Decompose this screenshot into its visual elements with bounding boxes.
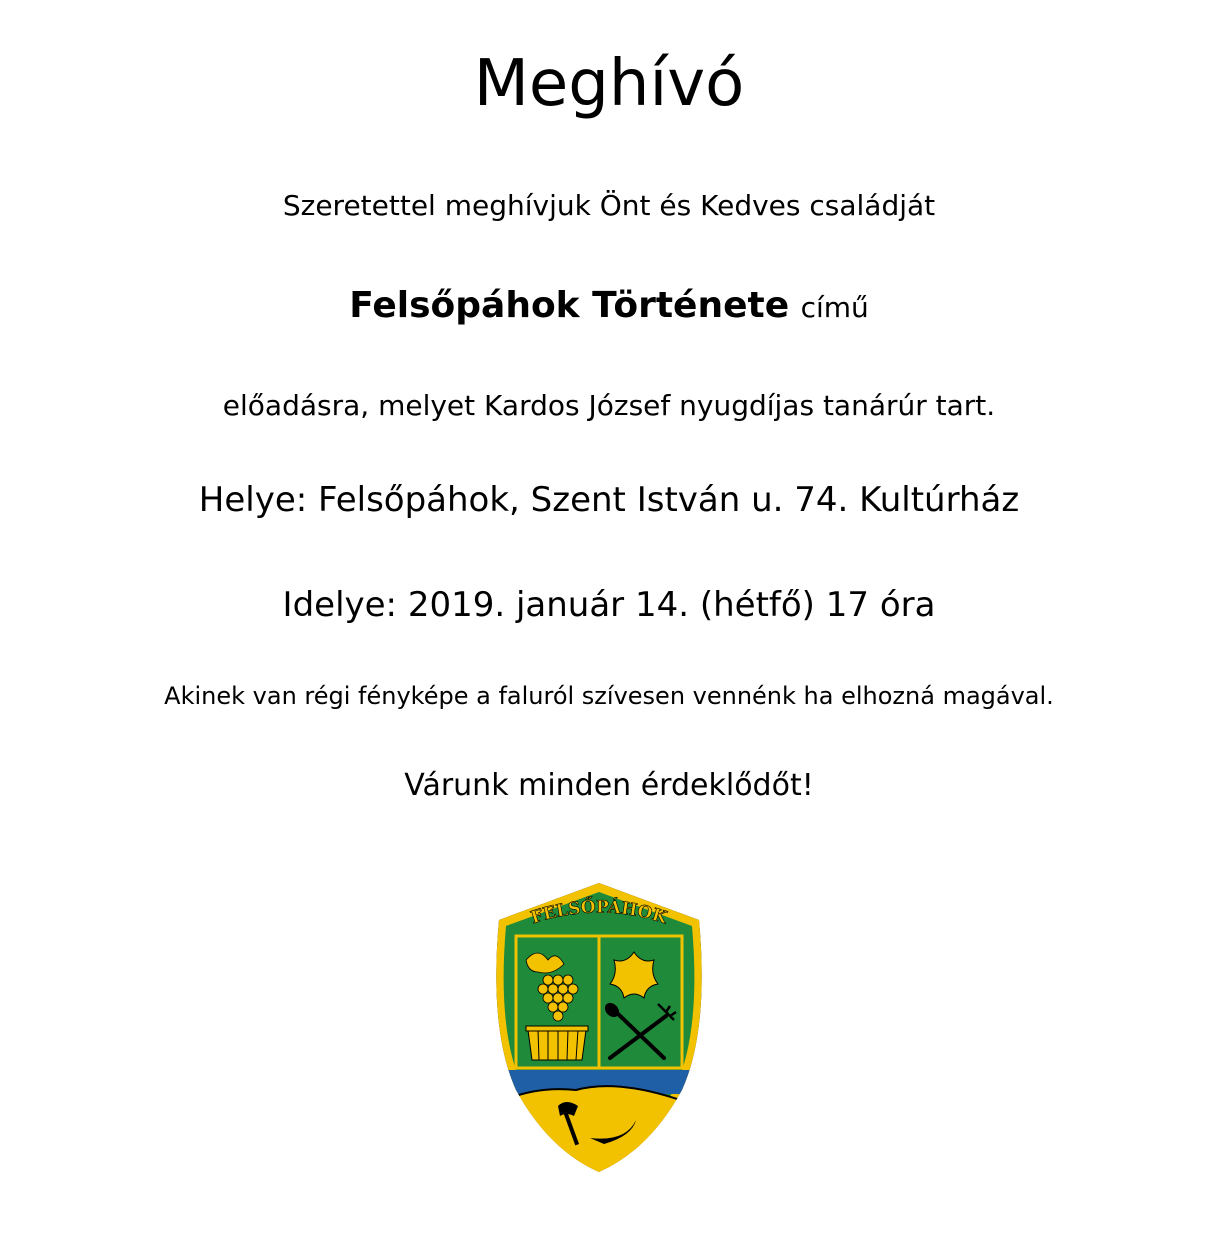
invitation-title: Meghívó — [473, 47, 745, 121]
lecture-title: Felsőpáhok Története — [349, 285, 790, 326]
photos-request-text: Akinek van régi fényképe a faluról szívesen vennénk ha elhozná magával. — [164, 682, 1054, 710]
speaker-text: előadásra, melyet Kardos József nyugdíjas tanárúr tart. — [222, 389, 996, 422]
lecture-title-suffix: című — [800, 291, 869, 324]
wine-vat-icon — [526, 1026, 588, 1060]
closing-text: Várunk minden érdeklődőt! — [404, 768, 814, 803]
crest-banner-text: FELSŐPÁHOK — [528, 897, 670, 929]
time-text: Idelye: 2019. január 14. (hétfő) 17 óra — [282, 585, 936, 625]
intro-text: Szeretettel meghívjuk Önt és Kedves családját — [282, 189, 936, 222]
hills-icon — [486, 1086, 712, 1175]
lecture-line — [0, 285, 1218, 326]
place-text: Helye: Felsőpáhok, Szent István u. 74. Kultúrház — [198, 480, 1020, 520]
village-coat-of-arms — [486, 880, 712, 1175]
